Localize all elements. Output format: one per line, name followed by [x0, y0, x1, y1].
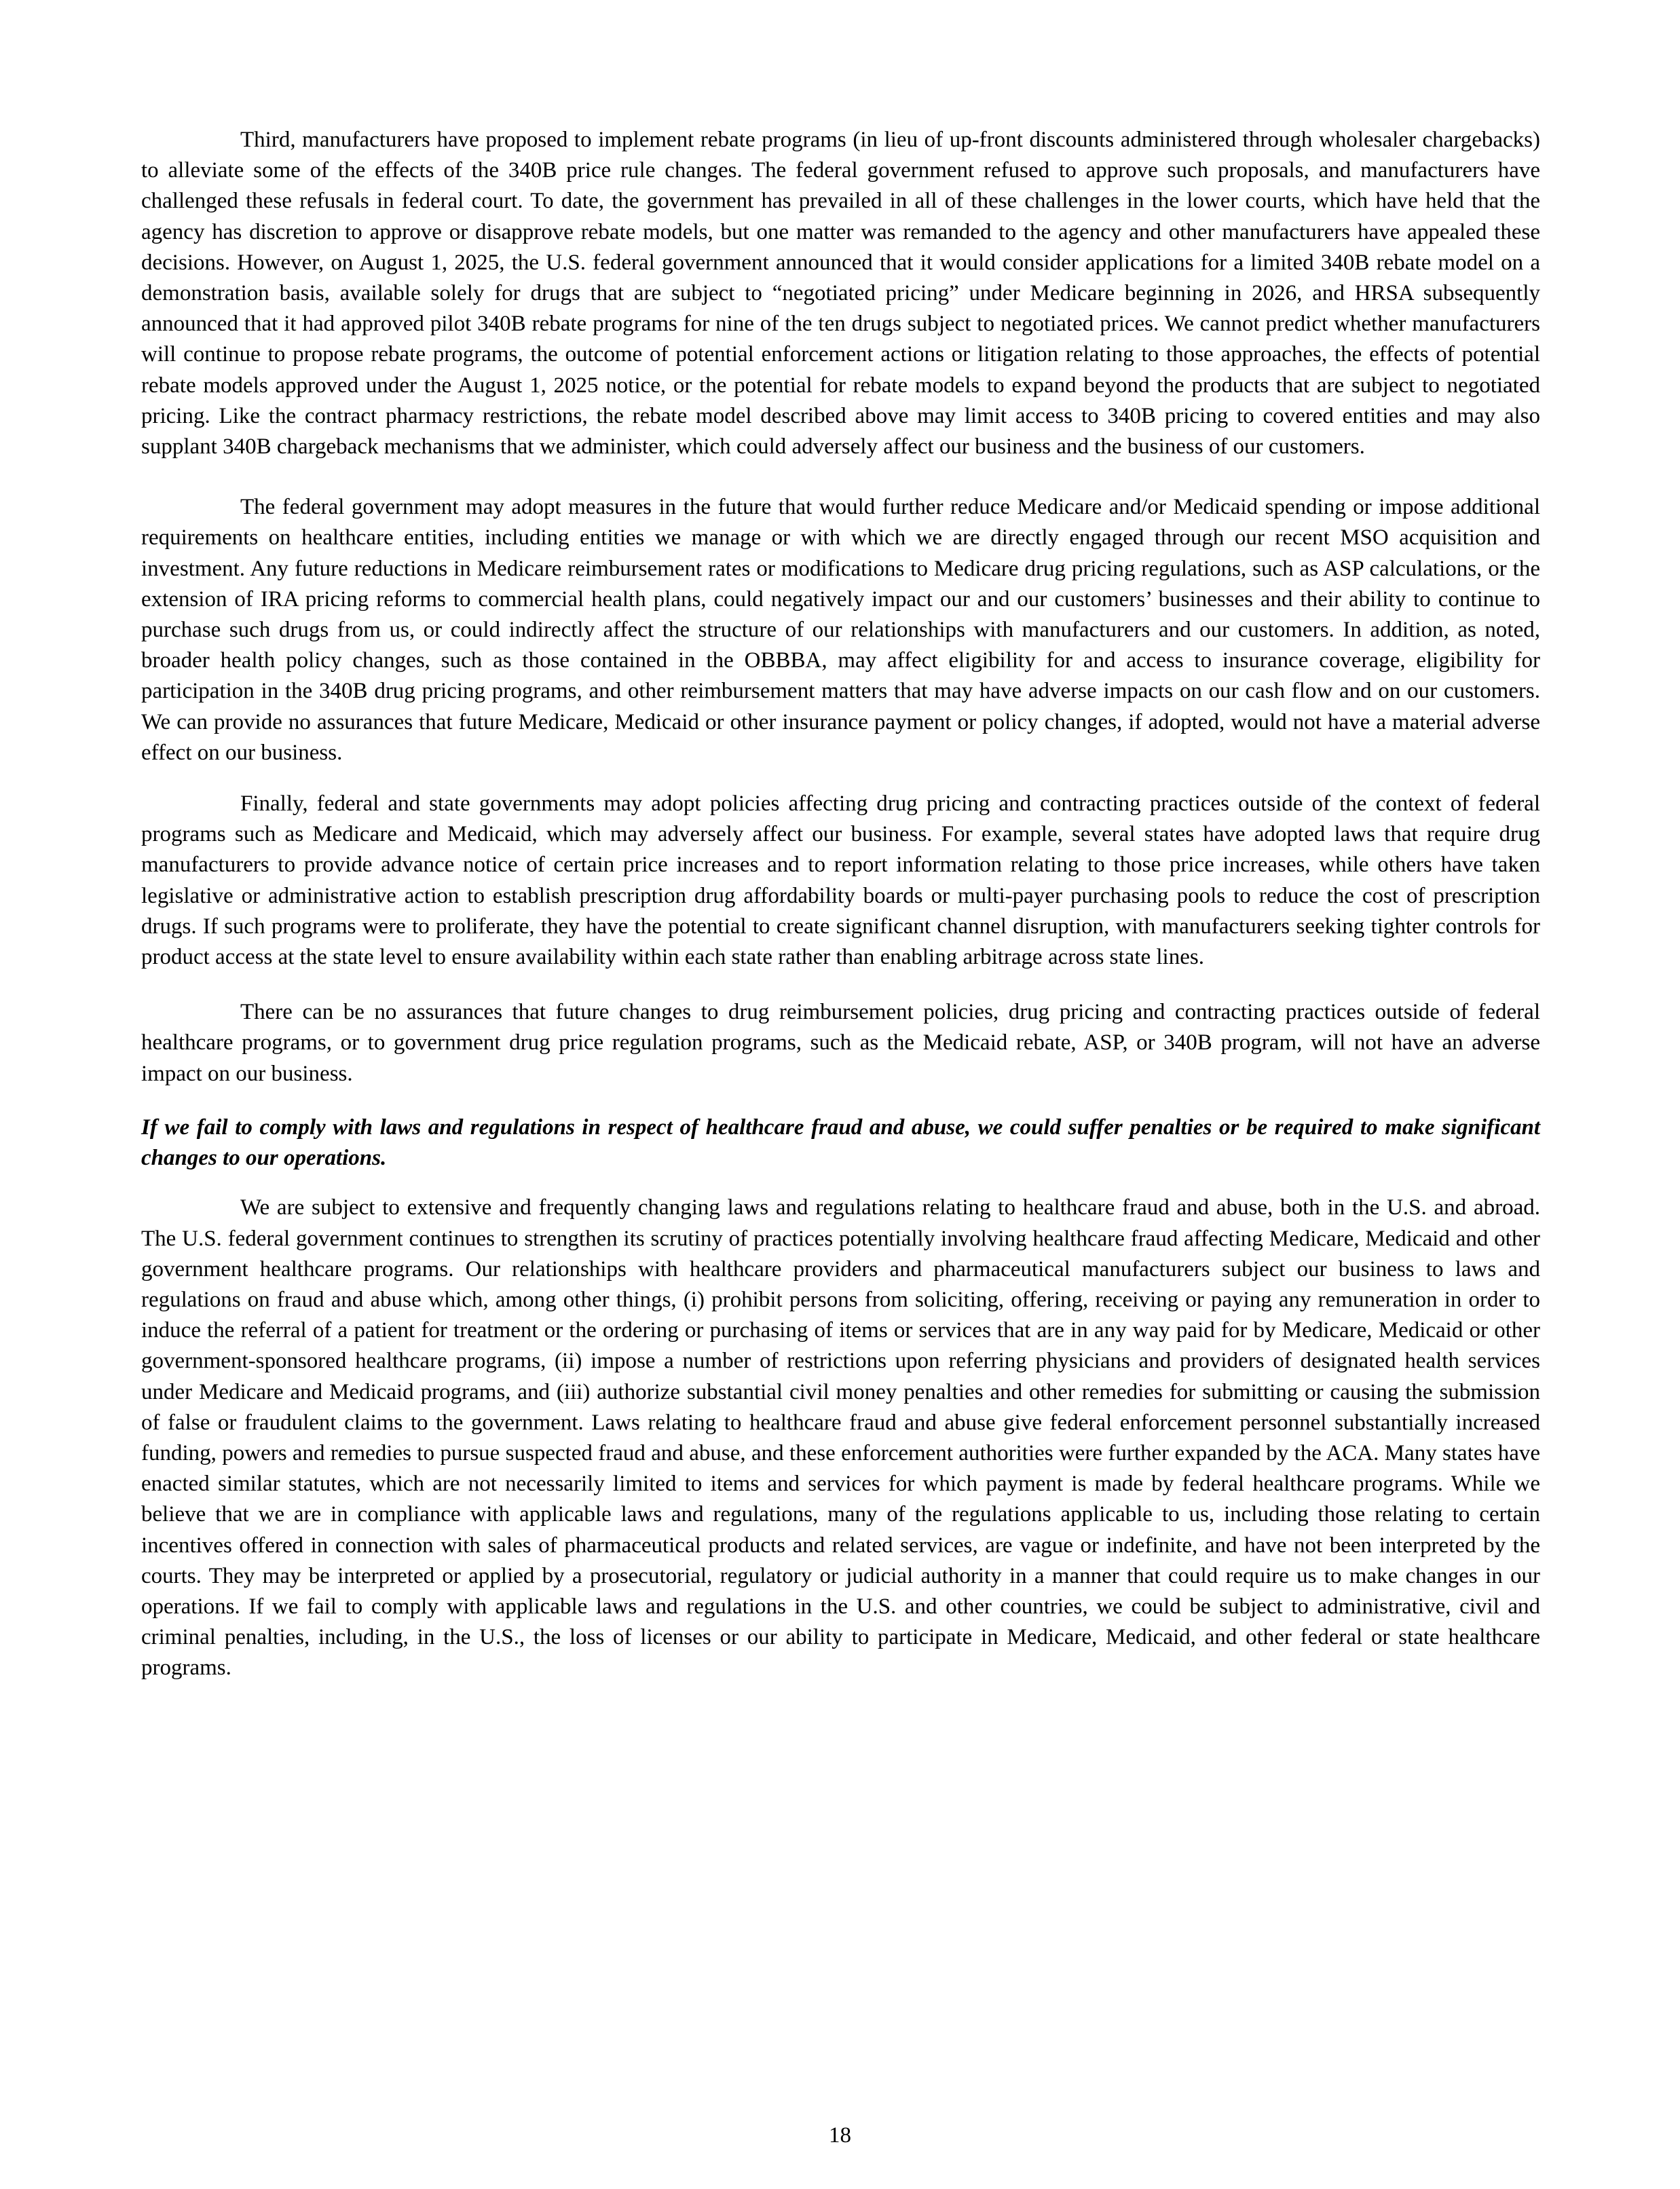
paragraph-no-assurances: There can be no assurances that future changes to drug reimbursement policies, drug pricing and contracting practices outside of federal healthcare programs, or to government drug price regulation programs, such as the Medicaid rebate, ASP, or 340B program, will not have an adverse impact on our business. — [141, 1000, 1540, 1086]
section-heading-fraud-abuse: If we fail to comply with laws and regulations in respect of healthcare fraud and abuse, we could suffer penalties or be required to make significant changes to our operations. — [141, 1115, 1540, 1171]
paragraph-rebate-programs: Third, manufacturers have proposed to implement rebate programs (in lieu of up-front discounts administered through wholesaler chargebacks) to alleviate some of the effects of the 340B price rule changes. The federal government refused to approve such proposals, and manufacturers have challenged these refusals in federal court. To date, the government has prevailed in all of these challenges in the lower courts, which have held that the agency has discretion to approve or disapprove rebate models, but one matter was remanded to the agency and other manufacturers have appealed these decisions. However, on August 1, 2025, the U.S. federal government announced that it would consider applications for a limited 340B rebate model on a demonstration basis, available solely for drugs that are subject to “negotiated pricing” under Medicare beginning in 2026, and HRSA subsequently announced that it had approved pilot 340B rebate programs for nine of the ten drugs subject to negotiated prices. We cannot predict whether manufacturers will continue to propose rebate programs, the outcome of potential enforcement actions or litigation relating to those approaches, the effects of potential rebate models approved under the August 1, 2025 notice, or the potential for rebate models to expand beyond the products that are subject to negotiated pricing. Like the contract pharmacy restrictions, the rebate model described above may limit access to 340B pricing to covered entities and may also supplant 340B chargeback mechanisms that we administer, which could adversely affect our business and the business of our customers. — [141, 128, 1540, 460]
page-number: 18 — [829, 2123, 851, 2148]
paragraph-federal-measures: The federal government may adopt measures in the future that would further reduce Medicare and/or Medicaid spending or impose additional requirements on healthcare entities, including entities we manage or with which we are directly engaged through our recent MSO acquisition and investment. Any future reductions in Medicare reimbursement rates or modifications to Medicare drug pricing regulations, such as ASP calculations, or the extension of IRA pricing reforms to commercial health plans, could negatively impact our and our customers’ businesses and their ability to continue to purchase such drugs from us, or could indirectly affect the structure of our relationships with manufacturers and our customers. In addition, as noted, broader health policy changes, such as those contained in the OBBBA, may affect eligibility for and access to insurance coverage, eligibility for participation in the 340B drug pricing programs, and other reimbursement matters that may have adverse impacts on our cash flow and on our customers. We can provide no assurances that future Medicare, Medicaid or other insurance payment or policy changes, if adopted, would not have a material adverse effect on our business. — [141, 495, 1540, 765]
document-page — [141, 125, 1540, 1708]
paragraph-state-policies: Finally, federal and state governments may adopt policies affecting drug pricing and contracting practices outside of the context of federal programs such as Medicare and Medicaid, which may adversely affect our business. For example, several states have adopted laws that require drug manufacturers to provide advance notice of certain price increases and to report information relating to those price increases, while others have taken legislative or administrative action to establish prescription drug affordability boards or multi-payer purchasing pools to reduce the cost of prescription drugs. If such programs were to proliferate, they have the potential to create significant channel disruption, with manufacturers seeking tighter controls for product access at the state level to ensure availability within each state rather than enabling arbitrage across state lines. — [141, 791, 1540, 970]
paragraph-fraud-abuse-laws: We are subject to extensive and frequently changing laws and regulations relating to healthcare fraud and abuse, both in the U.S. and abroad. The U.S. federal government continues to strengthen its scrutiny of practices potentially involving healthcare fraud affecting Medicare, Medicaid and other government healthcare programs. Our relationships with healthcare providers and pharmaceutical manufacturers subject our business to laws and regulations on fraud and abuse which, among other things, (i) prohibit persons from soliciting, offering, receiving or paying any remuneration in order to induce the referral of a patient for treatment or the ordering or purchasing of items or services that are in any way paid for by Medicare, Medicaid or other government-sponsored healthcare programs, (ii) impose a number of restrictions upon referring physicians and providers of designated health services under Medicare and Medicaid programs, and (iii) authorize substantial civil money penalties and other remedies for submitting or causing the submission of false or fraudulent claims to the government. Laws relating to healthcare fraud and abuse give federal enforcement personnel substantially increased funding, powers and remedies to pursue suspected fraud and abuse, and these enforcement authorities were further expanded by the ACA. Many states have enacted similar statutes, which are not necessarily limited to items and services for which payment is made by federal healthcare programs. While we believe that we are in compliance with applicable laws and regulations, many of the regulations applicable to us, including those relating to certain incentives offered in connection with sales of pharmaceutical products and related services, are vague or indefinite, and have not been interpreted by the courts. They may be interpreted or applied by a prosecutorial, regulatory or judicial authority in a manner that could require us to make changes in our operations. If we fail to comply with applicable laws and regulations in the U.S. and other countries, we could be subject to administrative, civil and criminal penalties, including, in the U.S., the loss of licenses or our ability to participate in Medicare, Medicaid, and other federal or state healthcare programs. — [141, 1195, 1540, 1681]
